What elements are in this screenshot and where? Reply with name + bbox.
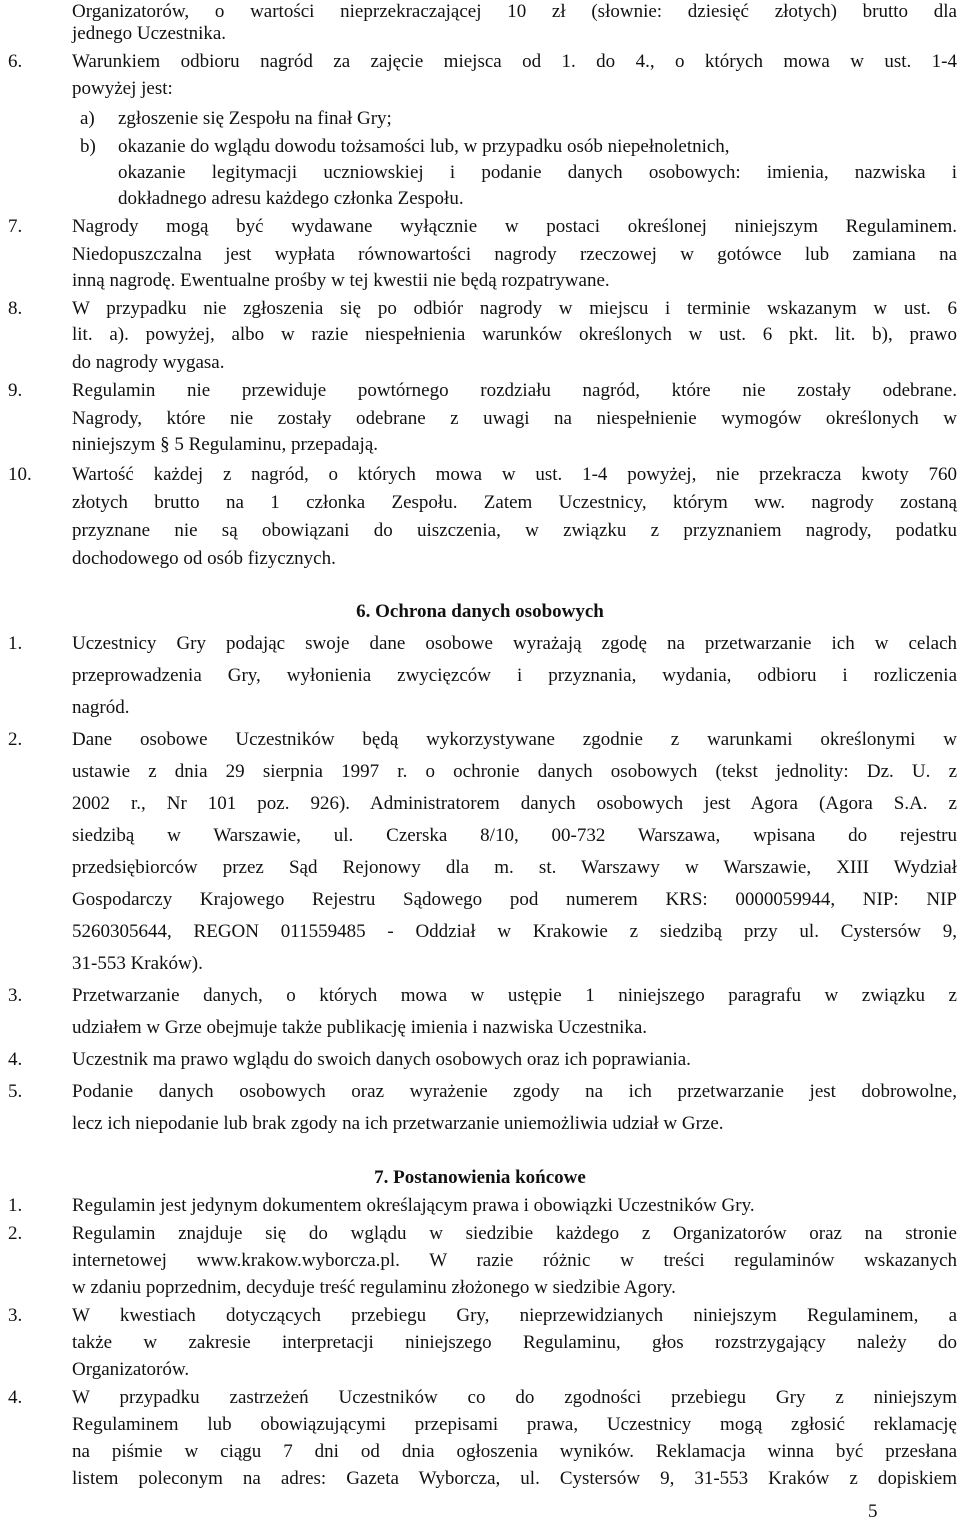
list-number: 7. [8, 216, 23, 237]
text-line: niniejszym § 5 Regulaminu, przepadają. [72, 434, 379, 455]
text-line: ustawie z dnia 29 sierpnia 1997 r. o ochronie danych osobowych (tekst jednolity: Dz. U. z [72, 761, 957, 782]
text-line: udziałem w Grze obejmuje także publikację imienia i nazwiska Uczestnika. [72, 1017, 648, 1038]
section-heading: 6. Ochrona danych osobowych [356, 601, 604, 622]
text-line: Regulaminem lub obowiązującymi przepisami prawa, Uczestnicy mogą zgłosić reklamację [72, 1414, 957, 1435]
text-line: do nagrody wygasa. [72, 352, 225, 373]
text-line: Gospodarczy Krajowego Rejestru Sądowego pod numerem KRS: 0000059944, NIP: NIP [72, 889, 957, 910]
text-line: okazanie legitymacji uczniowskiej i podanie danych osobowych: imienia, nazwiska i [118, 162, 957, 183]
list-number: 5. [8, 1081, 23, 1102]
text-line: W przypadku zastrzeżeń Uczestników co do zgodności przebiegu Gry z niniejszym [72, 1387, 957, 1408]
text-line: W kwestiach dotyczących przebiegu Gry, nieprzewidzianych niniejszym Regulaminem, a [72, 1305, 957, 1326]
text-line: powyżej jest: [72, 78, 173, 99]
text-line: okazanie do wglądu dowodu tożsamości lub, w przypadku osób niepełnoletnich, [118, 136, 730, 157]
text-line: w zdaniu poprzednim, decyduje treść regulaminu złożonego w siedzibie Agory. [72, 1277, 676, 1298]
text-line: Uczestnik ma prawo wglądu do swoich danych osobowych oraz ich poprawiania. [72, 1049, 691, 1070]
text-line: także w zakresie interpretacji niniejszego Regulaminu, głos rozstrzygający należy do [72, 1332, 957, 1353]
list-number: 6. [8, 51, 23, 72]
text-line: jednego Uczestnika. [72, 23, 227, 44]
list-number: 4. [8, 1387, 23, 1408]
text-line: W przypadku nie zgłoszenia się po odbiór nagrody w miejscu i terminie wskazanym w ust. 6 [72, 298, 957, 319]
text-line: Nagrody mogą być wydawane wyłącznie w postaci określonej niniejszym Regulaminem. [72, 216, 957, 237]
text-line: Nagrody, które nie zostały odebrane z uwagi na niespełnienie wymogów określonych w [72, 408, 957, 429]
page-number: 5 [868, 1501, 878, 1522]
sub-label: b) [80, 136, 96, 157]
text-line: 5260305644, REGON 011559485 - Oddział w Krakowie z siedzibą przy ul. Cystersów 9, [72, 921, 957, 942]
list-number: 3. [8, 985, 23, 1006]
list-number: 3. [8, 1305, 23, 1326]
list-number: 2. [8, 1223, 23, 1244]
text-line: Podanie danych osobowych oraz wyrażenie zgody na ich przetwarzanie jest dobrowolne, [72, 1081, 957, 1102]
text-line: dochodowego od osób fizycznych. [72, 548, 336, 569]
text-line: listem poleconym na adres: Gazeta Wyborcza, ul. Cystersów 9, 31-553 Kraków z dopiskiem [72, 1468, 957, 1489]
list-number: 9. [8, 380, 23, 401]
text-line: Organizatorów, o wartości nieprzekraczającej 10 zł (słownie: dziesięć złotych) brutto dla [72, 1, 957, 22]
text-line: Niedopuszczalna jest wypłata równowartości nagrody rzeczowej w gotówce lub zamiana na [72, 244, 957, 265]
text-line: Warunkiem odbioru nagród za zajęcie miejsca od 1. do 4., o których mowa w ust. 1-4 [72, 51, 957, 72]
list-number: 2. [8, 729, 23, 750]
text-line: przedsiębiorców przez Sąd Rejonowy dla m. st. Warszawy w Warszawie, XIII Wydział [72, 857, 957, 878]
text-line: przyznane nie są obowiązani do uiszczenia, w związku z przyznaniem nagrody, podatku [72, 520, 957, 541]
sub-label: a) [80, 108, 95, 129]
list-number: 1. [8, 1195, 23, 1216]
text-line: internetowej www.krakow.wyborcza.pl. W razie różnic w treści regulaminów wskazanych [72, 1250, 957, 1271]
list-number: 1. [8, 633, 23, 654]
text-line: Regulamin jest jedynym dokumentem określającym prawa i obowiązki Uczestników Gry. [72, 1195, 755, 1216]
text-line: inną nagrodę. Ewentualne prośby w tej kwestii nie będą rozpatrywane. [72, 270, 610, 291]
list-number: 4. [8, 1049, 23, 1070]
text-line: złotych brutto na 1 członka Zespołu. Zatem Uczestnicy, którym ww. nagrody zostaną [72, 492, 957, 513]
text-line: przeprowadzenia Gry, wyłonienia zwycięzców i przyznania, wydania, odbioru i rozliczenia [72, 665, 957, 686]
text-line: 2002 r., Nr 101 poz. 926). Administratorem danych osobowych jest Agora (Agora S.A. z [72, 793, 957, 814]
text-line: zgłoszenie się Zespołu na finał Gry; [118, 108, 392, 129]
text-line: lit. a). powyżej, albo w razie niespełnienia warunków określonych w ust. 6 pkt. lit. b), prawo [72, 324, 957, 345]
text-line: Organizatorów. [72, 1359, 190, 1380]
text-line: na piśmie w ciągu 7 dni od dnia ogłoszenia wyników. Reklamacja winna być przesłana [72, 1441, 957, 1462]
text-line: lecz ich niepodanie lub brak zgody na ich przetwarzanie uniemożliwia udział w Grze. [72, 1113, 724, 1134]
text-line: Dane osobowe Uczestników będą wykorzystywane zgodnie z warunkami określonymi w [72, 729, 957, 750]
list-number: 8. [8, 298, 23, 319]
text-line: Regulamin znajduje się do wglądu w siedzibie każdego z Organizatorów oraz na stronie [72, 1223, 957, 1244]
text-line: Uczestnicy Gry podając swoje dane osobowe wyrażają zgodę na przetwarzanie ich w celach [72, 633, 957, 654]
text-line: Przetwarzanie danych, o których mowa w ustępie 1 niniejszego paragrafu w związku z [72, 985, 957, 1006]
list-number: 10. [8, 464, 32, 485]
text-line: Wartość każdej z nagród, o których mowa w ust. 1-4 powyżej, nie przekracza kwoty 760 [72, 464, 957, 485]
text-line: dokładnego adresu każdego członka Zespołu. [118, 188, 464, 209]
text-line: nagród. [72, 697, 130, 718]
text-line: 31-553 Kraków). [72, 953, 203, 974]
section-heading: 7. Postanowienia końcowe [374, 1167, 586, 1188]
text-line: siedzibą w Warszawie, ul. Czerska 8/10, 00-732 Warszawa, wpisana do rejestru [72, 825, 957, 846]
text-line: Regulamin nie przewiduje powtórnego rozdziału nagród, które nie zostały odebrane. [72, 380, 957, 401]
